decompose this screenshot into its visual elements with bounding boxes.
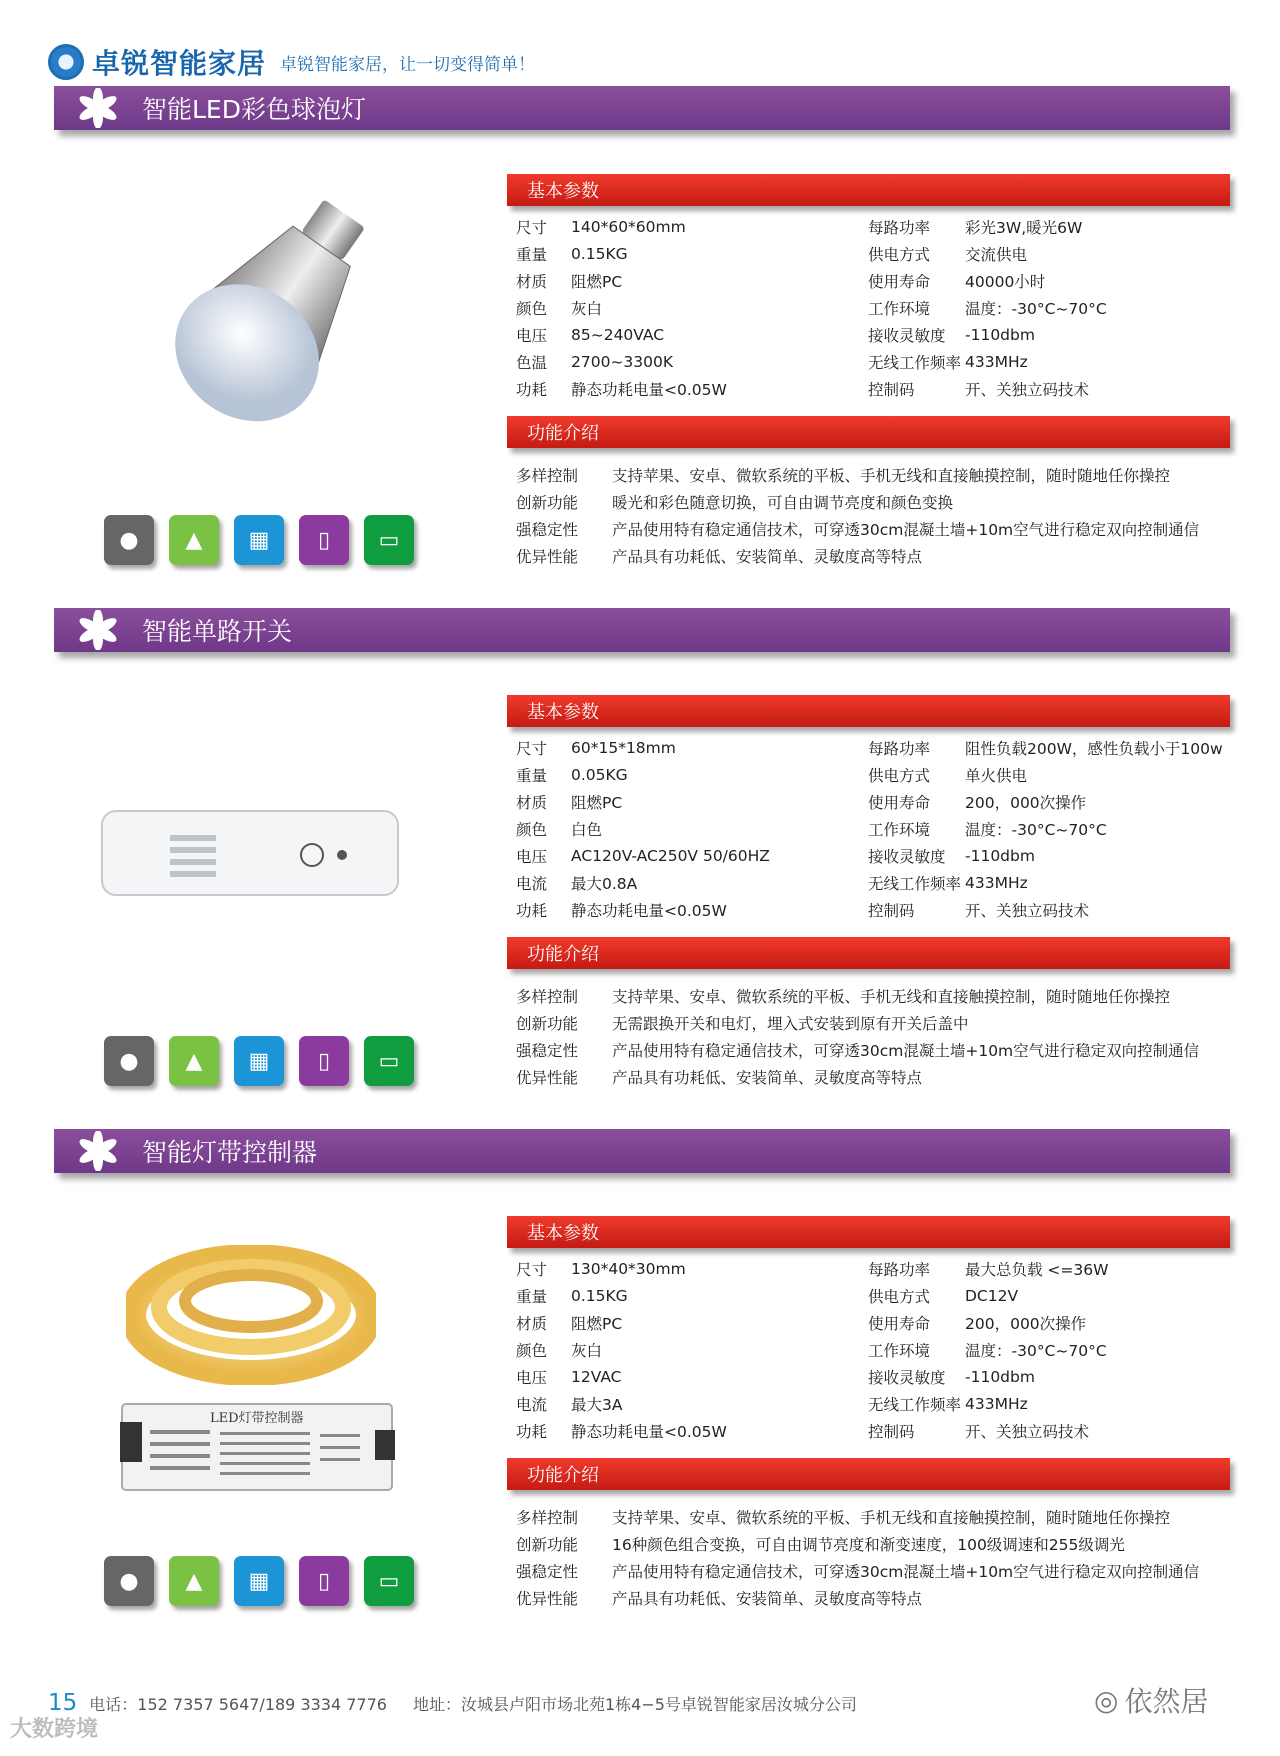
basic-params-label: 基本参数 [527,181,599,202]
spec-row: 材质 阻燃PC 使用寿命 200，000次操作 [516,1314,1087,1333]
feature-row: 创新功能 16种颜色组合变换，可自由调节亮度和渐变速度，100级调速和255级调光 [516,1535,1125,1554]
windows-icon: ▦ [234,1036,284,1086]
android-icon: ▲ [169,1556,219,1606]
features-bar [507,1458,1230,1490]
basic-params-label: 基本参数 [527,702,599,723]
spec-row: 功耗 静态功耗电量<0.05W 控制码 开、关独立码技术 [516,1422,1090,1441]
android-icon: ▲ [169,1036,219,1086]
section-title: 智能单路开关 [142,617,293,646]
feature-list [516,982,1236,1090]
spec-row: 尺寸 60*15*18mm 每路功率 阻性负载200W，感性负载小于100w [516,738,1223,758]
apple-icon: ● [104,1036,154,1086]
basic-params-label: 基本参数 [527,1223,599,1244]
app-icons [104,1036,414,1086]
spec-row: 功耗 静态功耗电量<0.05W 控制码 开、关独立码技术 [516,380,1090,399]
flower-icon [78,1131,118,1171]
watermark-right-text: 依然居 [1124,1685,1209,1718]
brand-slogan: 卓锐智能家居，让一切变得简单！ [280,54,536,75]
spec-row: 尺寸 140*60*60mm 每路功率 彩光3W,暖光6W [516,217,1083,237]
feature-list [516,461,1236,569]
spec-row: 颜色 灰白 工作环境 温度：-30°C~70°C [516,299,1107,318]
feature-row: 优异性能 产品具有功耗低、安装简单、灵敏度高等特点 [516,1068,923,1087]
section-title: 智能LED彩色球泡灯 [142,95,366,124]
spec-row: 色温 2700~3300K 无线工作频率 433MHz [516,352,1028,372]
spec-row: 重量 0.15KG 供电方式 交流供电 [516,244,1028,264]
windows-icon: ▦ [234,1556,284,1606]
switch-module-image [98,805,408,905]
flower-icon [78,610,118,650]
strip-controller-image [120,1400,395,1495]
spec-row: 重量 0.05KG 供电方式 单火供电 [516,765,1028,785]
spec-row: 材质 阻燃PC 使用寿命 200，000次操作 [516,793,1087,812]
feature-row: 优异性能 产品具有功耗低、安装简单、灵敏度高等特点 [516,1589,923,1608]
contact-address: 地址：汝城县卢阳市场北苑1栋4−5号卓锐智能家居汝城分公司 [412,1695,857,1714]
features-bar [507,416,1230,448]
spec-table [516,734,1236,923]
feature-row: 强稳定性 产品使用特有稳定通信技术，可穿透30cm混凝土墙+10m空气进行稳定双向控制通信 [516,1041,1200,1060]
contact-phone: 电话：152 7357 5647/189 3334 7776 [89,1695,387,1714]
feature-row: 多样控制 支持苹果、安卓、微软系统的平板、手机无线和直接触摸控制，随时随地任你操控 [516,466,1171,485]
spec-row: 功耗 静态功耗电量<0.05W 控制码 开、关独立码技术 [516,901,1090,920]
app-icons [104,515,414,565]
page-footer [48,1690,857,1716]
section-bar-strip-controller [54,1129,1230,1173]
features-label: 功能介绍 [527,944,599,965]
mobile-icon: ▯ [299,515,349,565]
android-icon: ▲ [169,515,219,565]
section-bar-bulb [54,86,1230,130]
basic-params-bar [507,1216,1230,1248]
feature-row: 创新功能 暖光和彩色随意切换，可自由调节亮度和颜色变换 [516,493,954,512]
led-strip-image [126,1245,376,1385]
spec-row: 颜色 白色 工作环境 温度：-30°C~70°C [516,820,1107,839]
app-icons [104,1556,414,1606]
mobile-icon: ▯ [299,1556,349,1606]
spec-row: 电压 AC120V-AC250V 50/60HZ 接收灵敏度 -110dbm [516,846,1035,866]
spec-row: 电压 85~240VAC 接收灵敏度 -110dbm [516,325,1035,345]
feature-row: 优异性能 产品具有功耗低、安装简单、灵敏度高等特点 [516,547,923,566]
led-bulb-image [150,200,380,440]
feature-row: 多样控制 支持苹果、安卓、微软系统的平板、手机无线和直接触摸控制，随时随地任你操控 [516,1508,1171,1527]
section-title: 智能灯带控制器 [142,1138,318,1167]
windows-icon: ▦ [234,515,284,565]
spec-table [516,1255,1236,1444]
features-bar [507,937,1230,969]
spec-row: 重量 0.15KG 供电方式 DC12V [516,1286,1019,1306]
features-label: 功能介绍 [527,423,599,444]
spec-row: 电流 最大0.8A 无线工作频率 433MHz [516,873,1028,893]
spec-table [516,213,1236,402]
wechat-icon: ◎ [1094,1683,1119,1717]
spec-row: 颜色 灰白 工作环境 温度：-30°C~70°C [516,1341,1107,1360]
apple-icon: ● [104,1556,154,1606]
controller-label: LED灯带控制器 [210,1411,304,1426]
flower-icon [78,88,118,128]
section-bar-switch [54,608,1230,652]
brand-logo [48,44,84,80]
brand-name: 卓锐智能家居 [92,47,267,80]
feature-row: 强稳定性 产品使用特有稳定通信技术，可穿透30cm混凝土墙+10m空气进行稳定双向控制通信 [516,520,1200,539]
feature-list [516,1503,1236,1611]
spec-row: 材质 阻燃PC 使用寿命 40000小时 [516,272,1046,291]
spec-row: 电流 最大3A 无线工作频率 433MHz [516,1394,1028,1414]
features-label: 功能介绍 [527,1465,599,1486]
apple-icon: ● [104,515,154,565]
desktop-icon: ▭ [364,1036,414,1086]
feature-row: 创新功能 无需跟换开关和电灯，埋入式安装到原有开关后盖中 [516,1014,969,1033]
watermark-right [1094,1680,1208,1720]
page-number: 15 [48,1690,78,1716]
watermark-left: 大数跨境 [10,1717,99,1742]
spec-row: 电压 12VAC 接收灵敏度 -110dbm [516,1367,1035,1387]
basic-params-bar [507,174,1230,206]
page-header [48,42,535,82]
spec-row: 尺寸 130*40*30mm 每路功率 最大总负载 <=36W [516,1259,1109,1279]
desktop-icon: ▭ [364,1556,414,1606]
feature-row: 多样控制 支持苹果、安卓、微软系统的平板、手机无线和直接触摸控制，随时随地任你操控 [516,987,1171,1006]
feature-row: 强稳定性 产品使用特有稳定通信技术，可穿透30cm混凝土墙+10m空气进行稳定双向控制通信 [516,1562,1200,1581]
desktop-icon: ▭ [364,515,414,565]
basic-params-bar [507,695,1230,727]
mobile-icon: ▯ [299,1036,349,1086]
